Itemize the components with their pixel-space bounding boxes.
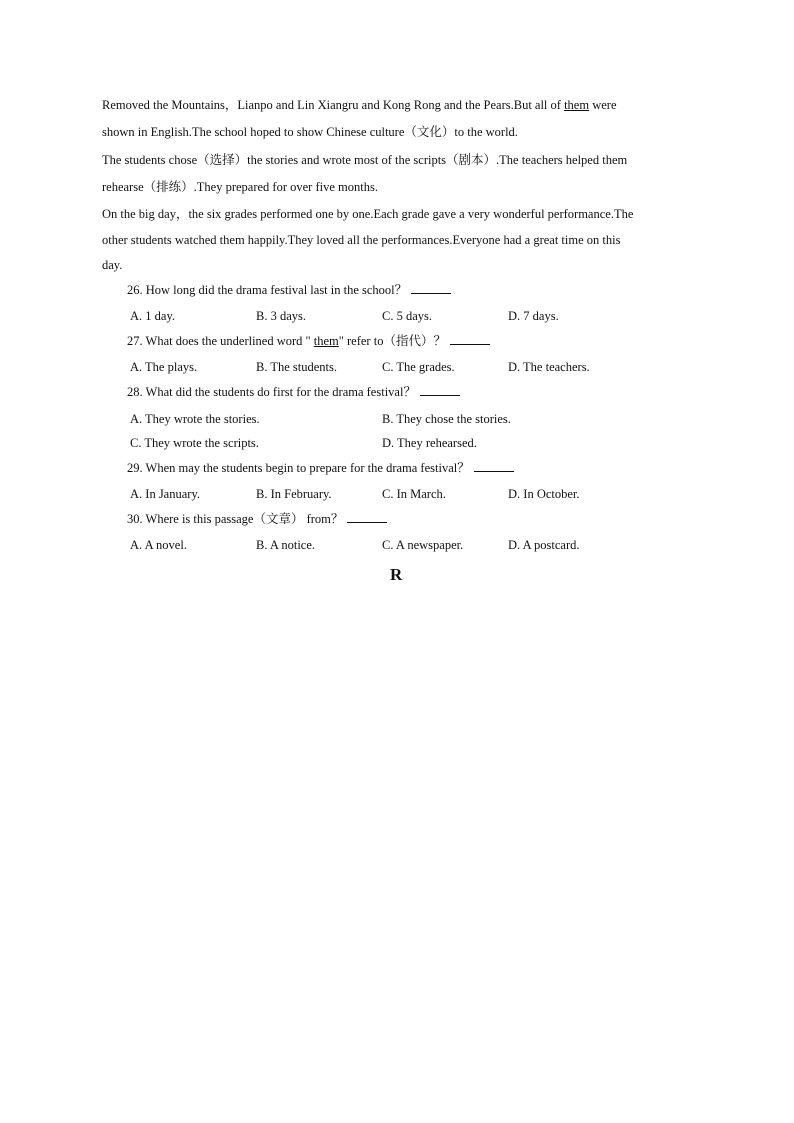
- option-c: C. They wrote the scripts.: [130, 436, 259, 450]
- answer-blank[interactable]: [347, 511, 387, 523]
- footer-mark: R: [390, 565, 403, 584]
- underlined-word: them: [564, 98, 590, 112]
- question-26: [127, 282, 451, 298]
- option-b: B. They chose the stories.: [382, 412, 511, 426]
- answer-blank[interactable]: [411, 282, 451, 294]
- option-d: D. In October.: [508, 487, 580, 501]
- question-text: 27. What does the underlined word ": [127, 334, 314, 348]
- option-c: C. A newspaper.: [382, 538, 464, 552]
- question-30: [127, 511, 387, 527]
- question-28: [127, 384, 460, 400]
- passage-line-6: other students watched them happily.They loved all the performances.Everyone had a great time on this: [102, 233, 621, 247]
- answer-blank[interactable]: [420, 384, 460, 396]
- passage-line-1: [102, 97, 617, 113]
- passage-line-3: The students chose（选择）the stories and wrote most of the scripts（剧本）.The teachers helped them: [102, 153, 628, 167]
- question-text: 26. How long did the drama festival last in the school？: [127, 283, 408, 297]
- question-text: 30. Where is this passage（文章） from？: [127, 512, 344, 526]
- option-c: C. 5 days.: [382, 309, 432, 323]
- option-c: C. In March.: [382, 487, 446, 501]
- option-b: B. A notice.: [256, 538, 316, 552]
- question-text: 29. When may the students begin to prepare for the drama festival？: [127, 461, 470, 475]
- option-a: A. In January.: [130, 487, 201, 501]
- option-d: D. The teachers.: [508, 360, 590, 374]
- passage-text: Removed the Mountains，Lianpo and Lin Xiangru and Kong Rong and the Pears.But all of: [102, 98, 565, 112]
- question-text: 28. What did the students do first for the drama festival？: [127, 385, 416, 399]
- option-d: D. 7 days.: [508, 309, 559, 323]
- option-a: A. They wrote the stories.: [130, 412, 260, 426]
- option-b: B. 3 days.: [256, 309, 306, 323]
- answer-blank[interactable]: [474, 460, 514, 472]
- passage-text: were: [589, 98, 617, 112]
- passage-line-7: day.: [102, 258, 123, 272]
- answer-blank[interactable]: [450, 333, 490, 345]
- question-29: [127, 460, 514, 476]
- option-b: B. In February.: [256, 487, 332, 501]
- passage-line-2: shown in English.The school hoped to show Chinese culture（文化）to the world.: [102, 125, 518, 139]
- passage-line-4: rehearse（排练）.They prepared for over five months.: [102, 180, 378, 194]
- question-27: [127, 333, 490, 349]
- question-text: " refer to（指代）？: [338, 334, 446, 348]
- option-a: A. A novel.: [130, 538, 187, 552]
- option-a: A. The plays.: [130, 360, 198, 374]
- option-d: D. They rehearsed.: [382, 436, 477, 450]
- underlined-word: them: [313, 334, 339, 348]
- option-b: B. The students.: [256, 360, 338, 374]
- option-d: D. A postcard.: [508, 538, 580, 552]
- option-a: A. 1 day.: [130, 309, 176, 323]
- passage-line-5: On the big day，the six grades performed one by one.Each grade gave a very wonderful performance.The: [102, 207, 634, 221]
- option-c: C. The grades.: [382, 360, 455, 374]
